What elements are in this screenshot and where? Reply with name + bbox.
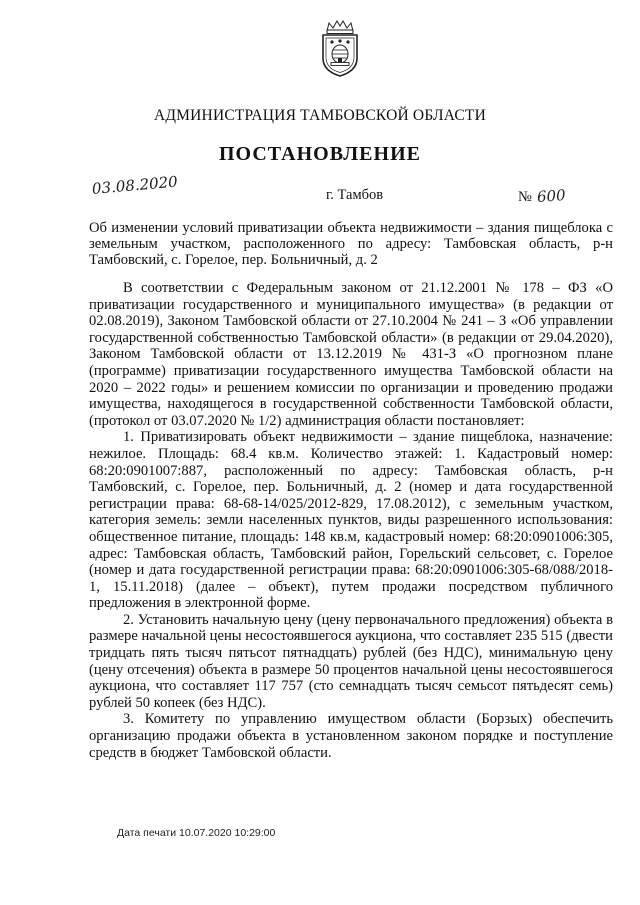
item-2-paragraph: 2. Установить начальную цену (цену первоначального предложения) объекта в размере начальной цены несостоявшегося аукциона, что составляет 235 515 (двести тридцать пять тысяч пятьсот пятнадцать) рублей (без НДС), минимальную цену (цену отсечения) объекта в размере 50 процентов начальной цены несостоявшегося аукциона, что составляет 117 757 (сто семнадцать тысяч семьсот пятьдесят семь) рублей 50 копеек (без НДС). [89,611,613,711]
document-body [89,280,613,761]
number-sign: № [518,189,532,205]
item-3-paragraph: 3. Комитету по управлению имуществом области (Борзых) обеспечить организацию продажи объекта в установленном законом порядке и поступление средств в бюджет Тамбовской области. [89,711,613,761]
document-number [518,187,566,206]
document-subject: Об изменении условий приватизации объекта недвижимости – здания пищеблока с земельным участком, расположенного по адресу: Тамбовская область, р-н Тамбовский, с. Горелое, пер. Больничный, д. 2 [89,220,613,268]
document-date: 03.08.2020 [91,172,179,198]
document-type-title: ПОСТАНОВЛЕНИЕ [219,143,421,165]
print-date-footer: Дата печати 10.07.2020 10:29:00 [117,827,276,839]
item-1-paragraph: 1. Приватизировать объект недвижимости – здание пищеблока, назначение: нежилое. Площадь: 68.4 кв.м. Количество этажей: 1. Кадастровый номер: 68:20:0901007:887, расположенный по адресу: Тамбовская область, р-н Тамбовский, с. Горелое, пер. Больничный, д. 2 (номер и дата государственной регистрации права: 68-68-14/025/2012-829, 17.08.2012), с земельным участком, категория земель: земли населенных пунктов, виды разрешенного использования: общественное питание, площадь: 148 кв.м, кадастровый номер: 68:20:0901006:305, адрес: Тамбовская область, Тамбовский район, Горельский сельсовет, с. Горелое (номер и дата государственной регистрации права: 68:20:0901006:305-68/088/2018-1, 15.11.2018) (далее – объект), путем продажи посредством публичного предложения в электронной форме. [89,429,613,612]
organization-name: АДМИНИСТРАЦИЯ ТАМБОВСКОЙ ОБЛАСТИ [154,107,486,124]
preamble-paragraph: В соответствии с Федеральным законом от 21.12.2001 № 178 – ФЗ «О приватизации государственного и муниципального имущества» (в редакции от 02.08.2019), Законом Тамбовской области от 27.10.2004 № 241 – З «Об управлении государственной собственностью Тамбовской области» (в редакции от 29.04.2020), Законом Тамбовской области от 13.12.2019 № 431-З «О прогнозном плане (программе) приватизации государственного имущества Тамбовской области на 2020 – 2022 годы» и решением комиссии по организации и проведению продажи имущества, находящегося в государственной собственности Тамбовской области, (протокол от 03.07.2020 № 1/2) администрация области постановляет: [89,280,613,429]
document-city: г. Тамбов [326,187,384,203]
tambov-coat-of-arms-icon [318,20,362,78]
number-value: 600 [536,186,567,206]
